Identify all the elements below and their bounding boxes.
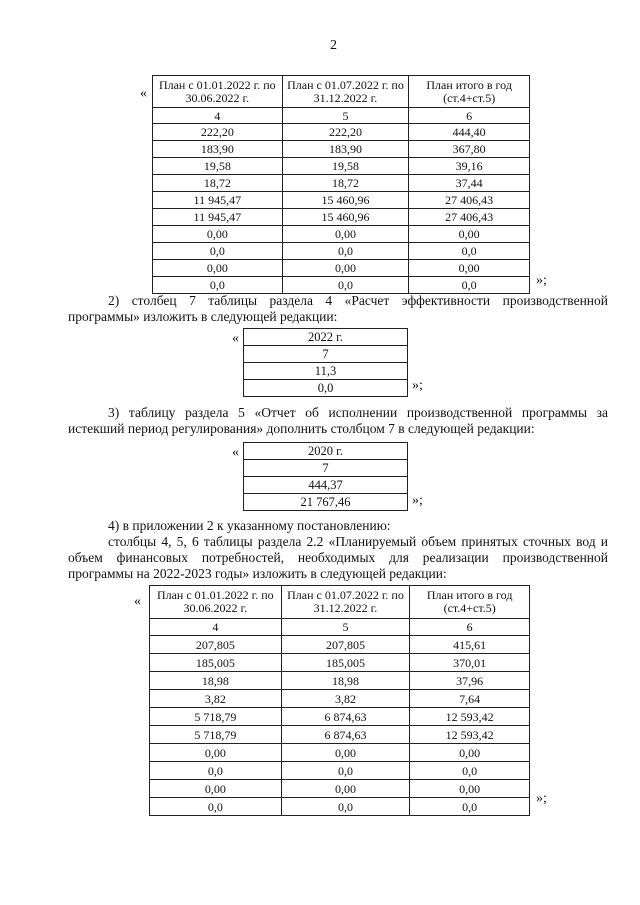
table-row — [153, 141, 530, 158]
table-row — [244, 329, 408, 346]
table-cell: 0,00 — [153, 260, 283, 277]
table-row — [150, 780, 530, 798]
table-cell: 0,0 — [153, 243, 283, 260]
table-cell: 0,0 — [150, 762, 282, 780]
table-cell: 207,805 — [281, 636, 410, 654]
table-row — [150, 690, 530, 708]
table-row — [244, 460, 408, 477]
table-cell: 3,82 — [150, 690, 282, 708]
table-cell: 0,00 — [281, 780, 410, 798]
table-cell: 27 406,43 — [409, 192, 530, 209]
table-cell: 0,0 — [281, 762, 410, 780]
table3 — [243, 442, 408, 511]
table-row — [150, 762, 530, 780]
table-cell: 18,72 — [282, 175, 409, 192]
table-row — [244, 346, 408, 363]
table-cell: 7,64 — [410, 690, 530, 708]
table-row — [153, 226, 530, 243]
table-cell: 19,58 — [153, 158, 283, 175]
table-cell: 0,00 — [409, 260, 530, 277]
table-cell: 37,44 — [409, 175, 530, 192]
table-cell: 2022 г. — [244, 329, 408, 346]
table-cell: 18,98 — [150, 672, 282, 690]
table-row — [150, 708, 530, 726]
table-row — [244, 380, 408, 397]
table-cell: 15 460,96 — [282, 192, 409, 209]
table-cell: 0,0 — [409, 243, 530, 260]
column-header: План с 01.07.2022 г. по 31.12.2022 г. — [282, 76, 409, 108]
table-cell: 0,00 — [150, 744, 282, 762]
table-cell: 6 874,63 — [281, 726, 410, 744]
table-cell: 18,72 — [153, 175, 283, 192]
table-cell: 415,61 — [410, 636, 530, 654]
table-cell: 18,98 — [281, 672, 410, 690]
column-header: План с 01.01.2022 г. по 30.06.2022 г. — [153, 76, 283, 108]
paragraph-4a: 4) в приложении 2 к указанному постановлению: — [108, 518, 391, 533]
table-cell: 0,0 — [409, 277, 530, 294]
table-cell: 183,90 — [153, 141, 283, 158]
table4-quote-close: »; — [536, 791, 547, 806]
column-header: План итого в год (ст.4+ст.5) — [409, 76, 530, 108]
table-row — [153, 243, 530, 260]
table-cell: 0,0 — [244, 380, 408, 397]
column-number: 6 — [409, 108, 530, 124]
table-cell: 12 593,42 — [410, 726, 530, 744]
table-cell: 0,0 — [410, 762, 530, 780]
table-cell: 11,3 — [244, 363, 408, 380]
paragraph-3: 3) таблицу раздела 5 «Отчет об исполнении производственной программы за истекший период регулирования» дополнить столбцом 7 в следующей редакции: — [68, 405, 608, 436]
table-row — [153, 209, 530, 226]
table-row — [244, 477, 408, 494]
table-cell: 0,00 — [410, 744, 530, 762]
table-cell: 0,00 — [153, 226, 283, 243]
table-cell: 3,82 — [281, 690, 410, 708]
table-row — [150, 672, 530, 690]
table-cell: 5 718,79 — [150, 726, 282, 744]
table-cell: 7 — [244, 460, 408, 477]
table-row — [153, 158, 530, 175]
table-row — [150, 744, 530, 762]
table-cell: 5 718,79 — [150, 708, 282, 726]
table-cell: 7 — [244, 346, 408, 363]
table4-quote-open: « — [134, 594, 141, 609]
table-cell: 367,80 — [409, 141, 530, 158]
table-cell: 207,805 — [150, 636, 282, 654]
column-header: План с 01.07.2022 г. по 31.12.2022 г. — [281, 586, 410, 619]
column-number: 5 — [281, 619, 410, 636]
table-row — [153, 175, 530, 192]
table-cell: 0,00 — [281, 744, 410, 762]
table-cell: 370,01 — [410, 654, 530, 672]
table-cell: 0,0 — [281, 798, 410, 816]
table3-quote-close: »; — [412, 493, 423, 508]
header-row — [153, 76, 530, 108]
table-cell: 27 406,43 — [409, 209, 530, 226]
table-row — [153, 192, 530, 209]
table-cell: 0,00 — [282, 226, 409, 243]
column-number: 6 — [410, 619, 530, 636]
table-cell: 37,96 — [410, 672, 530, 690]
column-header: План с 01.01.2022 г. по 30.06.2022 г. — [150, 586, 282, 619]
table-cell: 0,0 — [153, 277, 283, 294]
table-row — [153, 277, 530, 294]
table-cell: 0,0 — [282, 243, 409, 260]
column-header: План итого в год (ст.4+ст.5) — [410, 586, 530, 619]
table-cell: 444,40 — [409, 124, 530, 141]
table2-quote-close: »; — [412, 378, 423, 393]
table-cell: 222,20 — [282, 124, 409, 141]
table-cell: 19,58 — [282, 158, 409, 175]
table-cell: 0,00 — [410, 780, 530, 798]
table-cell: 6 874,63 — [281, 708, 410, 726]
column-number: 4 — [153, 108, 283, 124]
table1-quote-open: « — [140, 86, 147, 101]
table-row — [153, 124, 530, 141]
table-cell: 21 767,46 — [244, 494, 408, 511]
table-row — [150, 726, 530, 744]
table3-quote-open: « — [232, 445, 239, 460]
table-cell: 222,20 — [153, 124, 283, 141]
table2-quote-open: « — [232, 331, 239, 346]
table-row — [244, 494, 408, 511]
column-number: 4 — [150, 619, 282, 636]
table-cell: 0,00 — [282, 260, 409, 277]
table-cell: 15 460,96 — [282, 209, 409, 226]
column-number-row — [153, 108, 530, 124]
table1 — [152, 75, 530, 294]
table-cell: 39,16 — [409, 158, 530, 175]
table-cell: 0,0 — [410, 798, 530, 816]
column-number-row — [150, 619, 530, 636]
header-row — [150, 586, 530, 619]
table-row — [150, 798, 530, 816]
table2 — [243, 328, 408, 397]
table-cell: 12 593,42 — [410, 708, 530, 726]
table4 — [149, 585, 530, 816]
table1-quote-close: »; — [536, 273, 547, 288]
table-cell: 0,00 — [150, 780, 282, 798]
page-number: 2 — [330, 38, 337, 53]
table-cell: 444,37 — [244, 477, 408, 494]
table-row — [244, 363, 408, 380]
paragraph-4b: столбцы 4, 5, 6 таблицы раздела 2.2 «Планируемый объем принятых сточных вод и объем финансовых потребностей, необходимых для реализации производственной программы на 2022-2023 годы» изложить в следующей редакции: — [68, 534, 608, 581]
table-cell: 11 945,47 — [153, 192, 283, 209]
column-number: 5 — [282, 108, 409, 124]
table-row — [150, 654, 530, 672]
table-cell: 0,0 — [282, 277, 409, 294]
table-row — [150, 636, 530, 654]
table-cell: 2020 г. — [244, 443, 408, 460]
table-row — [244, 443, 408, 460]
table-cell: 185,005 — [281, 654, 410, 672]
table-cell: 0,00 — [409, 226, 530, 243]
table-row — [153, 260, 530, 277]
table-cell: 185,005 — [150, 654, 282, 672]
table-cell: 183,90 — [282, 141, 409, 158]
paragraph-2: 2) столбец 7 таблицы раздела 4 «Расчет эффективности производственной программы» изложить в следующей редакции: — [68, 293, 608, 324]
table-cell: 0,0 — [150, 798, 282, 816]
table-cell: 11 945,47 — [153, 209, 283, 226]
